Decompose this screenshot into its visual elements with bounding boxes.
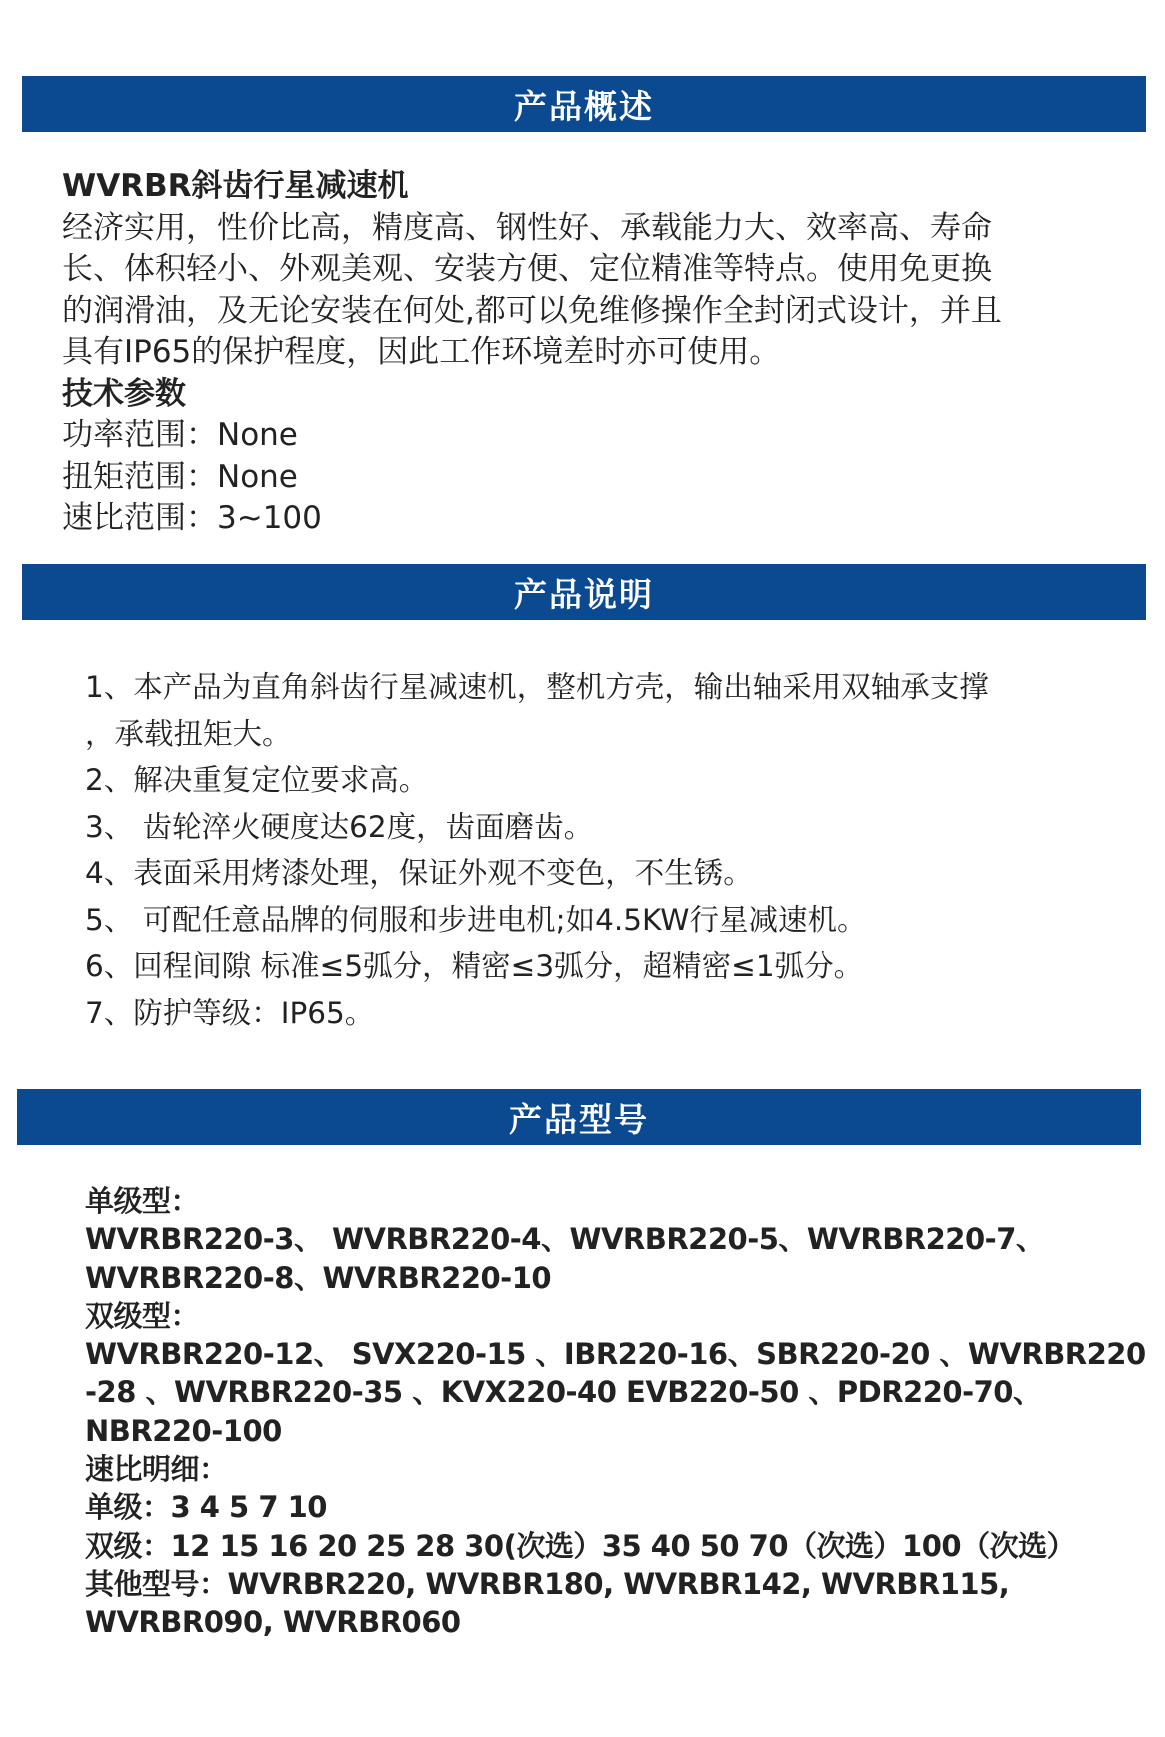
spec-power-range: 功率范围：None <box>62 417 298 453</box>
model-line: -28 、WVRBR220-35 、KVX220-40 EVB220-50 、PDR220-70、 <box>85 1375 1042 1410</box>
product-name: WVRBR斜齿行星减速机 <box>62 168 409 204</box>
overview-section <box>62 166 1142 540</box>
description-line: 经济实用，性价比高，精度高、钢性好、承载能力大、效率高、寿命 <box>62 209 992 246</box>
model-line: NBR220-100 <box>85 1413 282 1448</box>
model-line: WVRBR220-12、 SVX220-15 、IBR220-16、SBR220-20 、WVRBR220 <box>85 1337 1146 1372</box>
section-header-overview: 产品概述 <box>22 76 1146 132</box>
description-line: 的润滑油，及无论安装在何处,都可以免维修操作全封闭式设计，并且 <box>62 292 1002 329</box>
spec-ratio-range: 速比范围：3~100 <box>62 500 322 536</box>
model-line: WVRBR220-8、WVRBR220-10 <box>85 1260 552 1295</box>
model-line: WVRBR220-3、 WVRBR220-4、WVRBR220-5、WVRBR220-7、 <box>85 1222 1045 1257</box>
feature-item: ，承载扭矩大。 <box>85 716 292 751</box>
description-section <box>85 664 1145 1036</box>
models-section <box>85 1182 1145 1642</box>
model-line: WVRBR090, WVRBR060 <box>85 1605 461 1640</box>
model-line: 双级：12 15 16 20 25 28 30(次选）35 40 50 70（次选）100（次选） <box>85 1528 1076 1563</box>
feature-item: 2、解决重复定位要求高。 <box>85 763 429 797</box>
spec-heading: 技术参数 <box>62 375 186 412</box>
feature-item: 5、 可配任意品牌的伺服和步进电机;如4.5KW行星减速机。 <box>85 902 867 937</box>
feature-item: 3、 齿轮淬火硬度达62度，齿面磨齿。 <box>85 809 594 844</box>
section-header-description: 产品说明 <box>22 564 1146 620</box>
model-line: 其他型号：WVRBR220, WVRBR180, WVRBR142, WVRBR115, <box>85 1566 1010 1601</box>
model-line: 单级：3 4 5 7 10 <box>85 1490 327 1525</box>
section-header-models: 产品型号 <box>17 1089 1141 1145</box>
model-line: 速比明细： <box>85 1452 228 1487</box>
description-line: 长、体积轻小、外观美观、安装方便、定位精准等特点。使用免更换 <box>62 251 992 287</box>
model-line: 双级型： <box>85 1298 200 1333</box>
feature-item: 1、本产品为直角斜齿行星减速机，整机方壳，输出轴采用双轴承支撑 <box>85 670 989 704</box>
feature-item: 6、回程间隙 标准≤5弧分，精密≤3弧分，超精密≤1弧分。 <box>85 949 864 983</box>
feature-item: 4、表面采用烤漆处理，保证外观不变色，不生锈。 <box>85 856 753 890</box>
description-line: 具有IP65的保护程度，因此工作环境差时亦可使用。 <box>62 334 781 370</box>
spec-torque-range: 扭矩范围：None <box>62 458 298 495</box>
model-line: 单级型： <box>85 1184 200 1218</box>
feature-item: 7、防护等级：IP65。 <box>85 995 375 1030</box>
